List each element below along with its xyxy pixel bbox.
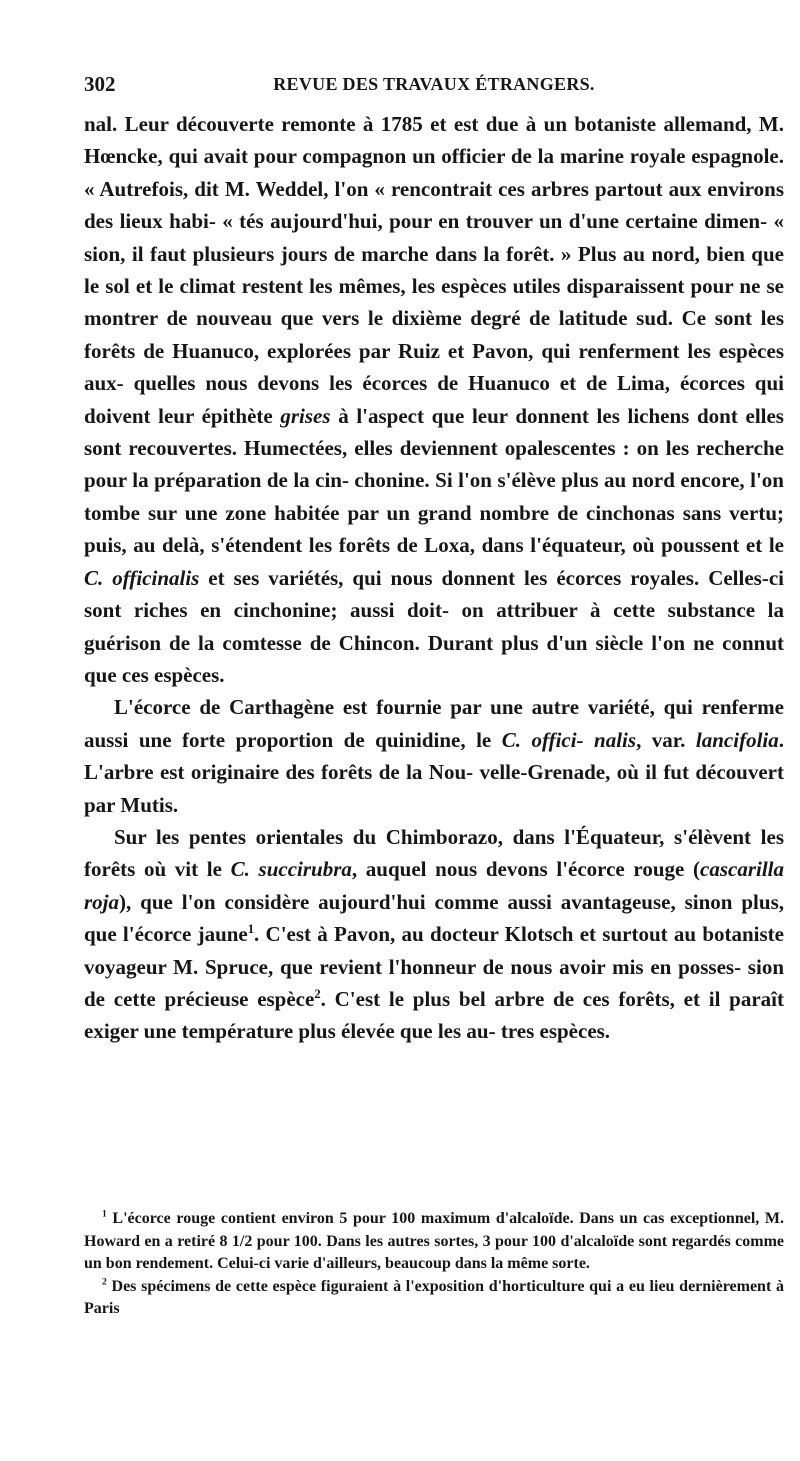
footnote-mark: 1 xyxy=(102,1208,107,1220)
footnote-ref: 1 xyxy=(247,922,255,937)
paragraph-text: . C'est le plus bel arbre de ces forêts, et il paraît exiger une température plus élevée que les au- tres espèces. xyxy=(84,986,784,1044)
paragraph-text: L'écorce de Carthagène est fournie par une autre variété, qui renferme aussi une forte proportion de quinidine, le xyxy=(84,695,784,752)
footnote-1 xyxy=(84,1208,784,1276)
footnotes xyxy=(84,1208,784,1321)
paragraph-text: ), que l'on considère aujourd'hui comme aussi avantageuse, sinon plus, que l'écorce jaune xyxy=(84,889,784,947)
paragraph-text: , var. xyxy=(636,727,696,752)
italic-term: grises xyxy=(280,403,331,428)
paragraph-3 xyxy=(84,821,784,1048)
footnote-2 xyxy=(84,1276,784,1321)
italic-term: lancifolia xyxy=(695,727,779,752)
italic-term: cascarilla roja xyxy=(84,857,785,914)
footnote-mark: 2 xyxy=(102,1276,107,1288)
paragraph-text: . C'est à Pavon, au docteur Klotsch et surtout au botaniste voyageur M. Spruce, que revient l'honneur de nous avoir mis en posses- sion de cette précieuse espèce xyxy=(84,922,784,1011)
footnote-text: Des spécimens de cette espèce figuraient à l'exposition d'horticulture qui a eu lieu dernièrement à Paris xyxy=(84,1277,784,1317)
paragraph-text: et ses variétés, qui nous donnent les écorces royales. Celles-ci sont riches en cinchonine; aussi doit- on attribuer à cette substance la guérison de la comtesse de Chincon. Durant plus d'un siècle l'on ne connut que ces espèces. xyxy=(84,565,784,687)
paragraph-text: nal. Leur découverte remonte à 1785 et est due à un botaniste allemand, M. Hœncke, qui avait pour compagnon un officier de la marine royale espagnole. « Autrefois, dit M. Weddel, l'on « rencontrait ces arbres partout aux environs des lieux habi- « tés aujourd'hui, pour en trouver un d'une certaine dimen- « sion, il faut plusieurs jours de marche dans la forêt. » Plus au nord, bien que le sol et le climat restent les mêmes, les espèces utiles disparaissent pour ne se montrer de nouveau que vers le dixième degré de latitude sud. Ce sont les forêts de Huanuco, explorées par Ruiz et Pavon, qui renferment les espèces aux- quelles nous devons les écorces de Huanuco et de Lima, écorces qui doivent leur épithète xyxy=(84,112,784,428)
paragraph-text: . L'arbre est originaire des forêts de la Nou- velle-Grenade, où il fut découvert par Mutis. xyxy=(84,727,784,817)
paragraph-1 xyxy=(84,108,784,691)
page-number: 302 xyxy=(84,72,116,96)
body-text xyxy=(84,108,784,1048)
page-header xyxy=(84,72,784,102)
footnote-ref: 2 xyxy=(314,986,321,1001)
paragraph-text: à l'aspect que leur donnent les lichens dont elles sont recouvertes. Humectées, elles deviennent opalescentes : on les recherche pour la préparation de la cin- chonine. Si l'on s'élève plus au nord encore, l'on tombe sur une zone habitée par un grand nombre de cinchonas sans vertu; puis, au delà, s'étendent les forêts de Loxa, dans l'équateur, où poussent et le xyxy=(84,403,784,558)
paragraph-text: , auquel nous devons l'écorce rouge ( xyxy=(351,857,701,882)
paragraph-2 xyxy=(84,691,784,821)
italic-term: C. officinalis xyxy=(84,565,200,590)
paragraph-text: Sur les pentes orientales du Chimborazo, dans l'Équateur, s'élèvent les forêts où vit le xyxy=(84,824,784,882)
footnote-text: L'écorce rouge contient environ 5 pour 100 maximum d'alcaloïde. Dans un cas exceptionnel, M. Howard en a retiré 8 1/2 pour 100. Dans les autres sortes, 3 pour 100 d'alcaloïde sont regardés comme un bon rendement. Celui-ci varie d'ailleurs, beaucoup dans la même sorte. xyxy=(84,1210,784,1272)
running-head: REVUE DES TRAVAUX ÉTRANGERS. xyxy=(273,74,595,94)
italic-term: C. offici- nalis xyxy=(501,727,637,752)
italic-term: C. succirubra xyxy=(230,857,352,882)
